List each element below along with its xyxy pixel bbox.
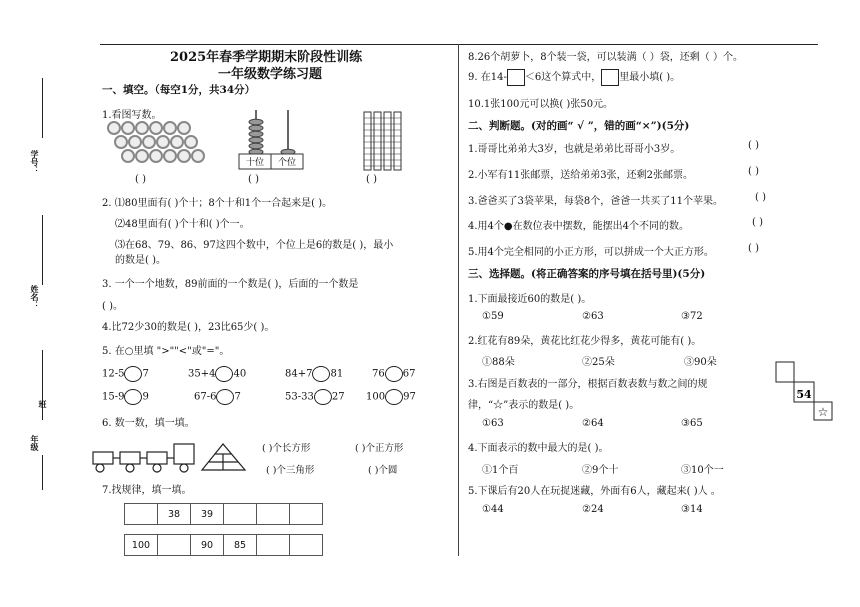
compare-circle[interactable] xyxy=(312,366,330,382)
pattern-table-1 xyxy=(124,503,323,525)
choice-2-opt-1[interactable]: ①88朵 xyxy=(482,357,515,368)
class-label: 班 xyxy=(38,400,48,408)
abacus-tens-label: 十位 xyxy=(245,158,265,168)
judge-answer-5[interactable]: ( ) xyxy=(748,243,759,254)
pattern-cell[interactable] xyxy=(257,535,290,556)
star-icon: ☆ xyxy=(817,405,829,419)
compare-item: 84+7 81 xyxy=(285,366,343,382)
choice-2-opt-2[interactable]: ②25朵 xyxy=(582,357,615,368)
choice-1-question: 1.下面最接近60的数是( )。 xyxy=(468,294,592,305)
pattern-cell[interactable] xyxy=(290,535,323,556)
judge-answer-1[interactable]: ( ) xyxy=(748,140,759,151)
compare-item: 67-6 7 xyxy=(194,389,241,405)
grade-label: 年级 xyxy=(30,435,40,451)
q5-text: 5. 在○里填 ">""<"或"="。 xyxy=(102,346,230,357)
q9-blank-box[interactable] xyxy=(507,69,525,86)
q2c-text-2: 的数是( )。 xyxy=(115,255,166,266)
q9-blank-box-ref xyxy=(601,69,619,86)
margin-line xyxy=(42,78,43,138)
choice-3-question-2: 律，“☆”表示的数是( )。 xyxy=(468,400,580,411)
margin-line xyxy=(42,350,43,420)
choice-1-opt-2[interactable]: ②63 xyxy=(582,311,604,322)
choice-4-opt-1[interactable]: ①1个百 xyxy=(482,465,519,476)
q4-text: 4.比72少30的数是( )，23比65少( )。 xyxy=(102,322,275,333)
margin-line xyxy=(42,215,43,285)
title-line-2: 一年级数学练习题 xyxy=(218,67,323,82)
q9-text: 9. 在14- ＜6这个算式中， 里最小填( )。 xyxy=(468,68,680,86)
compare-item: 53-33 27 xyxy=(285,389,345,405)
q1-answer-b[interactable]: ( ) xyxy=(248,174,259,185)
choice-5-question: 5.下课后有20人在玩捉迷藏，外面有6人，藏起来( )人 。 xyxy=(468,486,721,497)
compare-circle[interactable] xyxy=(314,389,332,405)
q2a-text: 2. ⑴80里面有( )个十；8个十和1个一合起来是( )。 xyxy=(102,198,333,209)
choice-3-opt-2[interactable]: ②64 xyxy=(582,418,604,429)
q6-squares[interactable]: ( )个正方形 xyxy=(355,443,404,454)
compare-item: 35+4 40 xyxy=(188,366,246,382)
compare-circle[interactable] xyxy=(216,389,234,405)
header-rule xyxy=(100,44,818,45)
judge-item-1: 1.哥哥比弟弟大3岁，也就是弟弟比哥哥小3岁。 xyxy=(468,144,681,155)
q6-circles[interactable]: ( )个圆 xyxy=(368,465,398,476)
abacus-picture xyxy=(236,108,306,170)
choice-3-opt-3[interactable]: ③65 xyxy=(681,418,703,429)
pattern-cell[interactable] xyxy=(158,535,191,556)
name-label: 姓名： xyxy=(30,285,40,309)
pattern-cell[interactable] xyxy=(224,504,257,525)
choice-5-opt-3[interactable]: ③14 xyxy=(681,504,703,515)
choice-4-opt-2[interactable]: ②9个十 xyxy=(582,465,619,476)
shapes-train-picture xyxy=(90,438,250,476)
counting-rods-picture xyxy=(362,110,412,172)
compare-circle[interactable] xyxy=(385,389,403,405)
q6-text: 6. 数一数，填一填。 xyxy=(102,418,195,429)
choice-5-opt-2[interactable]: ②24 xyxy=(582,504,604,515)
q2c-text-1: ⑶在68、79、86、97这四个数中，个位上是6的数是( )，最小 xyxy=(115,240,394,251)
q1-answer-c[interactable]: ( ) xyxy=(366,174,377,185)
pattern-cell[interactable] xyxy=(257,504,290,525)
compare-circle[interactable] xyxy=(124,389,142,405)
pattern-table-2 xyxy=(124,534,323,556)
margin-line xyxy=(42,455,43,490)
pattern-cell: 100 xyxy=(125,535,158,556)
column-divider xyxy=(458,44,459,556)
compare-item: 12-5 7 xyxy=(102,366,149,382)
choice-2-opt-3[interactable]: ③90朵 xyxy=(684,357,717,368)
judge-item-3: 3.爸爸买了3袋苹果，每袋8个，爸爸一共买了11个苹果。 xyxy=(468,196,723,207)
choice-4-opt-3[interactable]: ③10个一 xyxy=(681,465,724,476)
choice-5-opt-1[interactable]: ①44 xyxy=(482,504,504,515)
judge-answer-3[interactable]: ( ) xyxy=(755,192,766,203)
pattern-cell: 38 xyxy=(158,504,191,525)
section-1-heading: 一、填空。（每空1分，共34分） xyxy=(102,84,256,96)
compare-item: 100 97 xyxy=(366,389,416,405)
pattern-cell: 90 xyxy=(191,535,224,556)
judge-item-5: 5.用4个完全相同的小正方形，可以拼成一个大正方形。 xyxy=(468,247,714,258)
judge-answer-4[interactable]: ( ) xyxy=(752,217,763,228)
q1-text: 1.看图写数。 xyxy=(102,110,162,121)
judge-item-4: 4.用4个●在数位表中摆数，能摆出4个不同的数。 xyxy=(468,221,689,232)
section-3-heading: 三、选择题。(将正确答案的序号填在括号里)(5分) xyxy=(468,268,706,280)
q7-text: 7.找规律，填一填。 xyxy=(102,485,192,496)
q3-text-1: 3. 一个一个地数，89前面的一个数是( )，后面的一个数是 xyxy=(102,279,359,290)
judge-item-2: 2.小军有11张邮票，送给弟弟3张，还剩2张邮票。 xyxy=(468,170,693,181)
choice-3-question-1: 3.右图是百数表的一部分，根据百数表数与数之间的规 xyxy=(468,379,708,390)
compare-circle[interactable] xyxy=(215,366,233,382)
q6-rectangles[interactable]: ( )个长方形 xyxy=(262,443,311,454)
judge-answer-2[interactable]: ( ) xyxy=(748,166,759,177)
section-2-heading: 二、判断题。(对的画“ √ ”，错的画“×”)(5分) xyxy=(468,120,690,132)
q6-triangles[interactable]: ( )个三角形 xyxy=(266,465,315,476)
q2b-text: ⑵48里面有( )个十和( )个一。 xyxy=(115,219,250,230)
abacus-ones-label: 个位 xyxy=(277,158,297,168)
q1-answer-a[interactable]: ( ) xyxy=(135,174,146,185)
compare-item: 76 67 xyxy=(372,366,415,382)
pattern-cell[interactable] xyxy=(125,504,158,525)
choice-1-opt-3[interactable]: ③72 xyxy=(681,311,703,322)
choice-1-opt-1[interactable]: ①59 xyxy=(482,311,504,322)
compare-item: 15-9 9 xyxy=(102,389,149,405)
hundred-chart-fragment xyxy=(774,360,836,422)
pattern-cell: 85 xyxy=(224,535,257,556)
compare-circle[interactable] xyxy=(124,366,142,382)
q3-text-2: ( )。 xyxy=(102,301,123,312)
pattern-cell: 39 xyxy=(191,504,224,525)
choice-3-opt-1[interactable]: ①63 xyxy=(482,418,504,429)
choice-2-question: 2.红花有89朵，黄花比红花少得多，黄花可能有( )。 xyxy=(468,336,702,347)
q8-text: 8.26个胡萝卜，8个装一袋，可以装满（ ）袋，还剩（ ）个。 xyxy=(468,52,743,63)
choice-4-question: 4.下面表示的数中最大的是( )。 xyxy=(468,443,609,454)
pattern-cell[interactable] xyxy=(290,504,323,525)
title-line-1: 2025年春季学期期末阶段性训练 xyxy=(170,50,363,65)
hundred-chart-number: 54 xyxy=(796,388,812,401)
student-number-label: 学号： xyxy=(30,150,40,174)
compare-circle[interactable] xyxy=(385,366,403,382)
q10-text: 10.1张100元可以换( )张50元。 xyxy=(468,99,614,110)
